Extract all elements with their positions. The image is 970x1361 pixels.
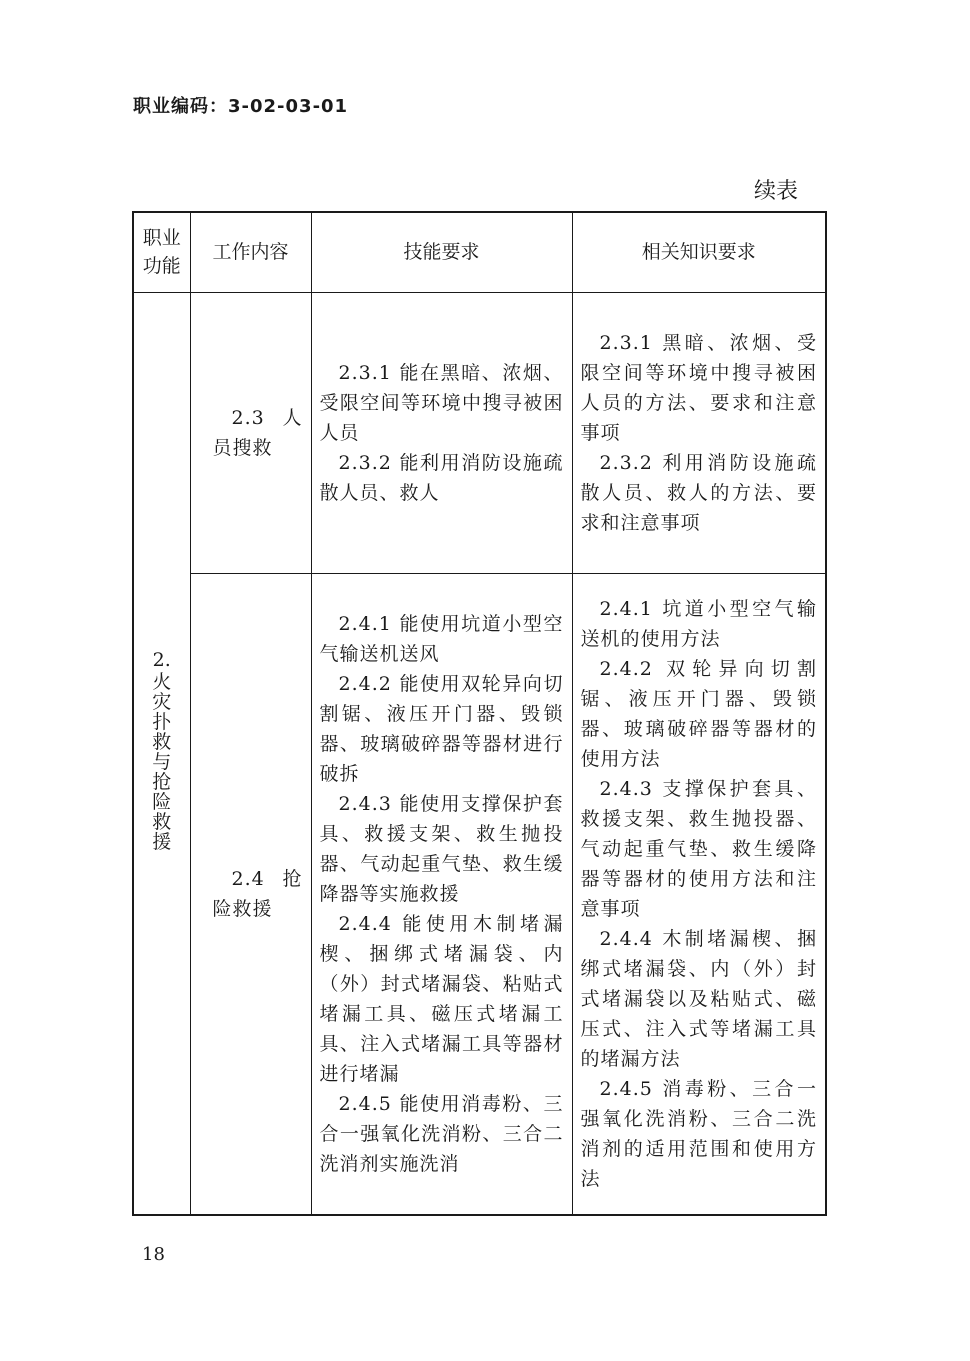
col-header-work: 工作内容 xyxy=(190,212,311,292)
function-char: 抢 xyxy=(152,770,172,793)
work-content-cell xyxy=(190,292,311,573)
col-header-skills: 技能要求 xyxy=(311,212,572,292)
function-cell xyxy=(133,292,190,1215)
function-number: 2. xyxy=(152,648,171,671)
function-label xyxy=(152,650,171,852)
table-row xyxy=(133,292,826,573)
function-char: 险 xyxy=(152,790,172,813)
knowledge-item: 2.4.2 双轮异向切割锯、液压开门器、毁锁器、玻璃破碎器等器材的使用方法 xyxy=(580,657,817,770)
skill-item: 2.4.4 能使用木制堵漏楔、捆绑式堵漏袋、内（外）封式堵漏袋、粘贴式堵漏工具、磁压式堵漏工具、注入式堵漏工具等器材进行堵漏 xyxy=(319,912,564,1085)
skill-item: 2.3.2 能利用消防设施疏散人员、救人 xyxy=(319,451,564,504)
knowledge-item: 2.4.5 消毒粉、三合一强氧化洗消粉、三合二洗消剂的适用范围和使用方法 xyxy=(580,1077,817,1190)
standards-table xyxy=(132,211,827,1216)
occupation-code: 职业编码：3-02-03-01 xyxy=(133,96,349,117)
knowledge-item: 2.3.2 利用消防设施疏散人员、救人的方法、要求和注意事项 xyxy=(580,451,817,534)
knowledge-cell xyxy=(572,292,826,573)
knowledge-item: 2.4.4 木制堵漏楔、捆绑式堵漏袋、内（外）封式堵漏袋以及粘贴式、磁压式、注入式等堵漏工具的堵漏方法 xyxy=(580,927,817,1070)
skill-item: 2.4.2 能使用双轮异向切割锯、液压开门器、毁锁器、玻璃破碎器等器材进行破拆 xyxy=(319,672,564,785)
skill-item: 2.3.1 能在黑暗、浓烟、受限空间等环境中搜寻被困人员 xyxy=(319,361,564,444)
function-char: 扑 xyxy=(152,710,172,733)
function-char: 援 xyxy=(152,830,172,853)
table-header-row xyxy=(133,212,826,292)
col-header-knowledge: 相关知识要求 xyxy=(572,212,826,292)
skill-item: 2.4.3 能使用支撑保护套具、救援支架、救生抛投器、气动起重气垫、救生缓降器等实施救援 xyxy=(319,792,564,905)
skill-item: 2.4.1 能使用坑道小型空气输送机送风 xyxy=(319,612,564,665)
work-content-cell xyxy=(190,573,311,1215)
col-header-function xyxy=(133,212,190,292)
function-char: 救 xyxy=(152,810,172,833)
continued-label: 续表 xyxy=(754,179,799,204)
knowledge-item: 2.4.1 坑道小型空气输送机的使用方法 xyxy=(580,597,817,650)
function-char: 与 xyxy=(152,750,172,773)
function-char: 灾 xyxy=(152,690,172,713)
work-content-text: 2.3 人员搜救 xyxy=(212,406,303,459)
function-char: 救 xyxy=(152,730,172,753)
skills-cell xyxy=(311,573,572,1215)
knowledge-item: 2.3.1 黑暗、浓烟、受限空间等环境中搜寻被困人员的方法、要求和注意事项 xyxy=(580,331,817,444)
knowledge-item: 2.4.3 支撑保护套具、救援支架、救生抛投器、气动起重气垫、救生缓降器等器材的使用方法和注意事项 xyxy=(580,777,817,920)
work-content-text: 2.4 抢险救援 xyxy=(212,867,303,920)
col-header-function-label: 职业功能 xyxy=(142,227,181,278)
page-number: 18 xyxy=(142,1244,165,1265)
table-row xyxy=(133,573,826,1215)
knowledge-cell xyxy=(572,573,826,1215)
function-char: 火 xyxy=(152,670,172,693)
skill-item: 2.4.5 能使用消毒粉、三合一强氧化洗消粉、三合二洗消剂实施洗消 xyxy=(319,1092,564,1175)
skills-cell xyxy=(311,292,572,573)
